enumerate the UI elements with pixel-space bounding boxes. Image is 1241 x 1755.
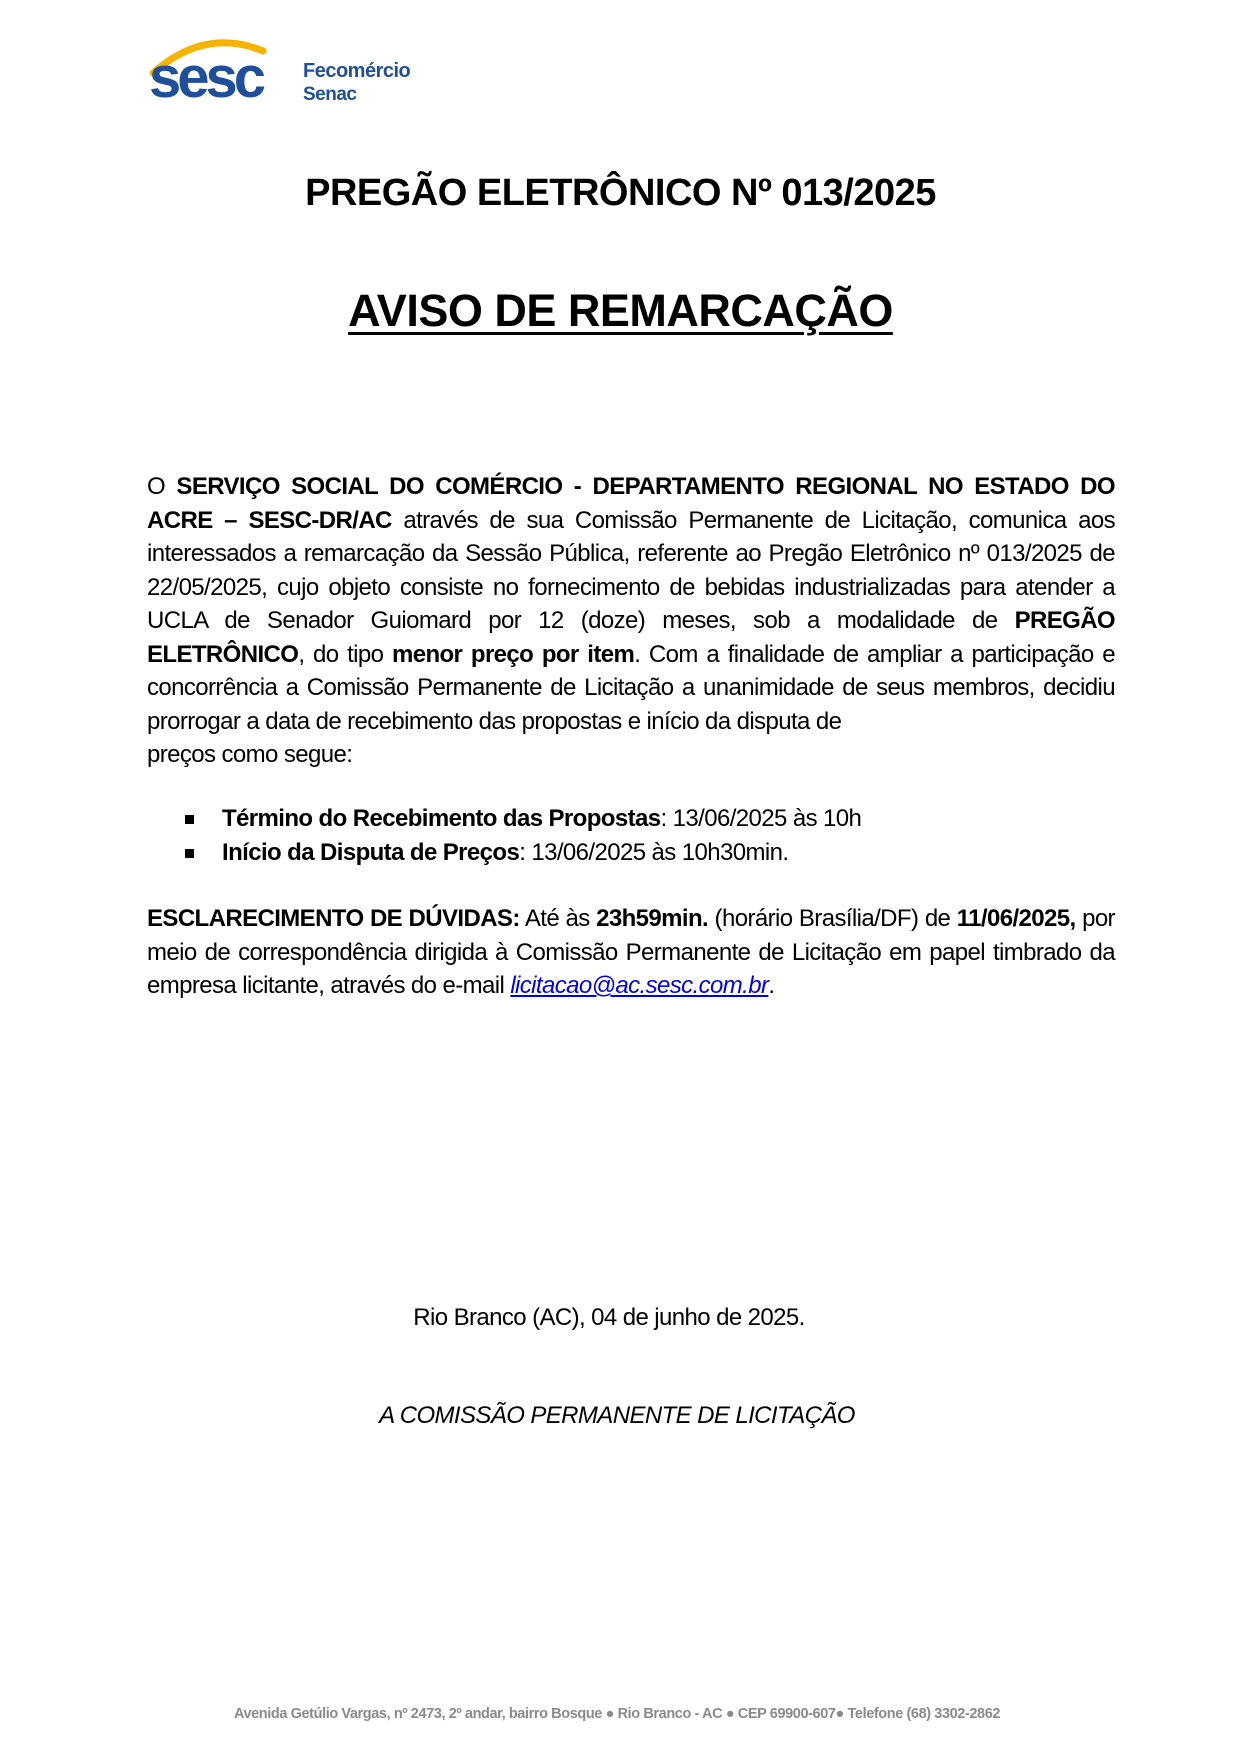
org-name: SERVIÇO SOCIAL DO COMÉRCIO - DEPARTAMENTO REGIONAL NO ESTADO DO ACRE – SESC-DR/AC	[147, 473, 1115, 534]
email-link[interactable]: licitacao@ac.sesc.com.br	[510, 972, 769, 999]
sesc-logo	[145, 35, 445, 110]
list-item: Término do Recebimento das Propostas: 13/06/2025 às 10h	[185, 802, 861, 836]
document-subtitle: AVISO DE REMARCAÇÃO	[348, 285, 893, 336]
schedule-list	[185, 802, 861, 869]
signature: A COMISSÃO PERMANENTE DE LICITAÇÃO	[379, 1402, 855, 1429]
main-paragraph: O SERVIÇO SOCIAL DO COMÉRCIO - DEPARTAMENTO REGIONAL NO ESTADO DO ACRE – SESC-DR/AC através de sua Comissão Permanente de Licitação, comunica aos interessados a remarcação da Sessão Pública, referente ao Pregão Eletrônico nº 013/2025 de 22/05/2025, cujo objeto consiste no fornecimento de bebidas industrializadas para atender a UCLA de Senador Guiomard por 12 (doze) meses, sob a modalidade de PREGÃO ELETRÔNICO, do tipo menor preço por item. Com a finalidade de ampliar a participação e concorrência a Comissão Permanente de Licitação a unanimidade de seus membros, decidiu prorrogar a data de recebimento das propostas e início da disputa de preços como segue:	[147, 473, 1115, 768]
clarification-paragraph: ESCLARECIMENTO DE DÚVIDAS: Até às 23h59min. (horário Brasília/DF) de 11/06/2025, por meio de correspondência dirigida à Comissão Permanente de Licitação em papel timbrado da empresa licitante, através do e-mail licitacao@ac.sesc.com.br.	[147, 905, 1115, 999]
logo-sesc-text: sesc	[149, 45, 263, 110]
logo-fecomercio-text: Fecomércio	[303, 60, 411, 82]
document-title: PREGÃO ELETRÔNICO Nº 013/2025	[305, 172, 936, 214]
list-item: Início da Disputa de Preços: 13/06/2025 às 10h30min.	[185, 836, 861, 870]
bid-type: menor preço por item	[391, 640, 635, 668]
footer-address: Avenida Getúlio Vargas, nº 2473, 2º andar, bairro Bosque ● Rio Branco - AC ● CEP 69900-607● Telefone (68) 3302-2862	[233, 1706, 1001, 1722]
place-date: Rio Branco (AC), 04 de junho de 2025.	[413, 1304, 805, 1331]
logo-senac-text: Senac	[303, 84, 357, 105]
modality: PREGÃO ELETRÔNICO	[147, 607, 1115, 668]
